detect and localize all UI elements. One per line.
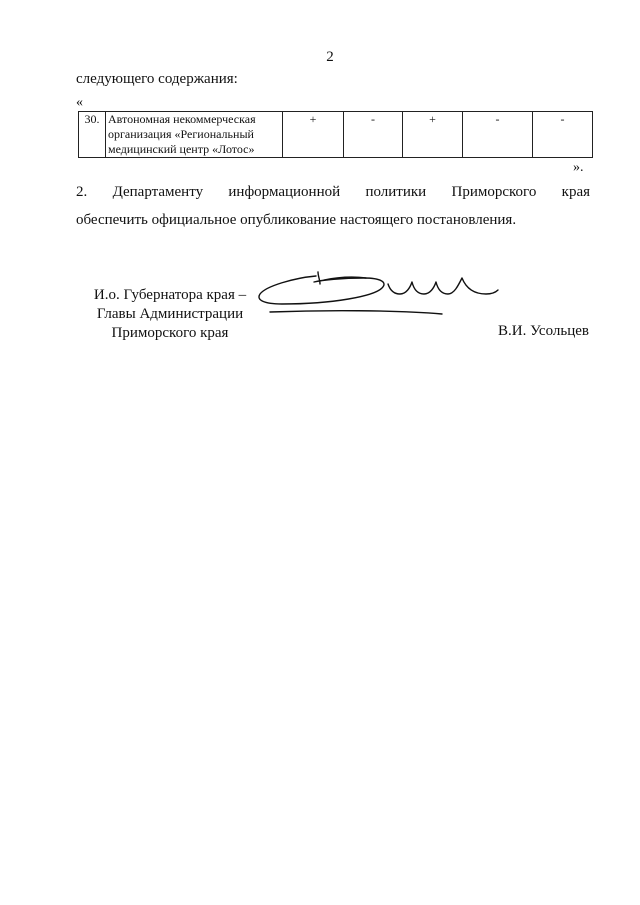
mark-cell: + [283,112,344,158]
signatory-title-line: Приморского края [111,325,229,341]
signatory-title-line: И.о. Губернатора края – [93,287,247,303]
insert-table [78,111,593,158]
quote-open-mark: « [76,95,83,110]
intro-text: следующего содержания: [76,71,238,87]
handwritten-signature [254,266,504,322]
page-number: 2 [326,49,334,65]
mark-cell: + [403,112,463,158]
signatory-title-line: Главы Администрации [96,306,244,322]
signatory-title [80,286,260,343]
row-number-cell: 30. [79,112,106,158]
mark-cell: - [463,112,533,158]
signer-name: В.И. Усольцев [498,323,589,339]
mark-cell: - [344,112,403,158]
mark-cell: - [533,112,593,158]
table-row [79,112,593,158]
paragraph-line-1: 2. Департаменту информационной политики Приморского края [76,184,590,200]
paragraph-line-2: обеспечить официальное опубликование настоящего постановления. [76,212,517,228]
quote-close-mark: ». [573,160,584,175]
organization-name-cell: Автономная некоммерческая организация «Региональный медицинский центр «Лотос» [106,112,283,158]
